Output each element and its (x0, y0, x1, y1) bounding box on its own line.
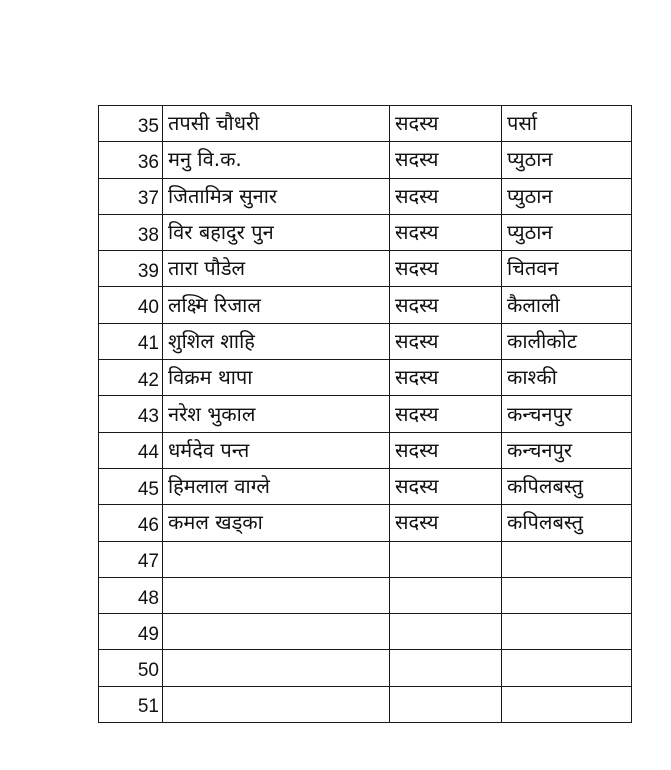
serial-number-cell: 44 (99, 432, 163, 468)
member-role-cell: सदस्य (390, 214, 502, 250)
table-row (99, 396, 632, 432)
district-cell: प्युठान (502, 214, 632, 250)
member-name-cell: विर बहादुर पुन (163, 214, 390, 250)
member-role-cell (390, 650, 502, 686)
member-name-cell: लक्ष्मि रिजाल (163, 287, 390, 323)
table-row (99, 650, 632, 686)
member-name-cell: तपसी चौधरी (163, 106, 390, 142)
district-cell: कन्चनपुर (502, 432, 632, 468)
table-row (99, 468, 632, 504)
serial-number-cell: 48 (99, 577, 163, 613)
serial-number-cell: 46 (99, 505, 163, 541)
member-role-cell (390, 541, 502, 577)
district-cell: कपिलबस्तु (502, 505, 632, 541)
table-row (99, 541, 632, 577)
serial-number-cell: 47 (99, 541, 163, 577)
member-table (98, 105, 632, 723)
member-role-cell: सदस्य (390, 106, 502, 142)
member-name-cell: जितामित्र सुनार (163, 178, 390, 214)
district-cell: कपिलबस्तु (502, 468, 632, 504)
member-role-cell: सदस्य (390, 468, 502, 504)
district-cell: प्युठान (502, 142, 632, 178)
district-cell: कन्चनपुर (502, 396, 632, 432)
district-cell: कालीकोट (502, 323, 632, 359)
table-row (99, 686, 632, 722)
member-name-cell (163, 614, 390, 650)
member-role-cell (390, 614, 502, 650)
member-name-cell: नरेश भुकाल (163, 396, 390, 432)
table-row (99, 432, 632, 468)
district-cell: कैलाली (502, 287, 632, 323)
member-name-cell: मनु वि.क. (163, 142, 390, 178)
table-row (99, 106, 632, 142)
member-name-cell (163, 541, 390, 577)
serial-number-cell: 50 (99, 650, 163, 686)
district-cell: प्युठान (502, 178, 632, 214)
district-cell (502, 541, 632, 577)
serial-number-cell: 42 (99, 360, 163, 396)
serial-number-cell: 43 (99, 396, 163, 432)
district-cell (502, 614, 632, 650)
member-name-cell: विक्रम थापा (163, 360, 390, 396)
serial-number-cell: 37 (99, 178, 163, 214)
member-role-cell: सदस्य (390, 142, 502, 178)
member-name-cell: कमल खड्का (163, 505, 390, 541)
district-cell (502, 650, 632, 686)
table-row (99, 577, 632, 613)
serial-number-cell: 39 (99, 251, 163, 287)
member-role-cell: सदस्य (390, 360, 502, 396)
table-row (99, 287, 632, 323)
district-cell (502, 577, 632, 613)
district-cell: पर्सा (502, 106, 632, 142)
district-cell: काश्की (502, 360, 632, 396)
serial-number-cell: 45 (99, 468, 163, 504)
member-role-cell: सदस्य (390, 323, 502, 359)
table-row (99, 323, 632, 359)
serial-number-cell: 38 (99, 214, 163, 250)
member-table-body (99, 106, 632, 723)
serial-number-cell: 35 (99, 106, 163, 142)
member-role-cell: सदस्य (390, 432, 502, 468)
member-role-cell (390, 577, 502, 613)
member-name-cell: तारा पौडेल (163, 251, 390, 287)
member-name-cell (163, 650, 390, 686)
serial-number-cell: 36 (99, 142, 163, 178)
serial-number-cell: 40 (99, 287, 163, 323)
member-role-cell: सदस्य (390, 287, 502, 323)
table-row (99, 251, 632, 287)
member-name-cell: हिमलाल वाग्ले (163, 468, 390, 504)
serial-number-cell: 49 (99, 614, 163, 650)
member-role-cell: सदस्य (390, 396, 502, 432)
member-role-cell: सदस्य (390, 251, 502, 287)
member-name-cell (163, 686, 390, 722)
serial-number-cell: 51 (99, 686, 163, 722)
member-role-cell: सदस्य (390, 178, 502, 214)
member-name-cell: धर्मदेव पन्त (163, 432, 390, 468)
member-name-cell (163, 577, 390, 613)
district-cell (502, 686, 632, 722)
table-row (99, 614, 632, 650)
table-row (99, 505, 632, 541)
member-role-cell (390, 686, 502, 722)
table-row (99, 142, 632, 178)
table-row (99, 214, 632, 250)
table-row (99, 178, 632, 214)
table-row (99, 360, 632, 396)
member-role-cell: सदस्य (390, 505, 502, 541)
serial-number-cell: 41 (99, 323, 163, 359)
district-cell: चितवन (502, 251, 632, 287)
member-name-cell: शुशिल शाहि (163, 323, 390, 359)
